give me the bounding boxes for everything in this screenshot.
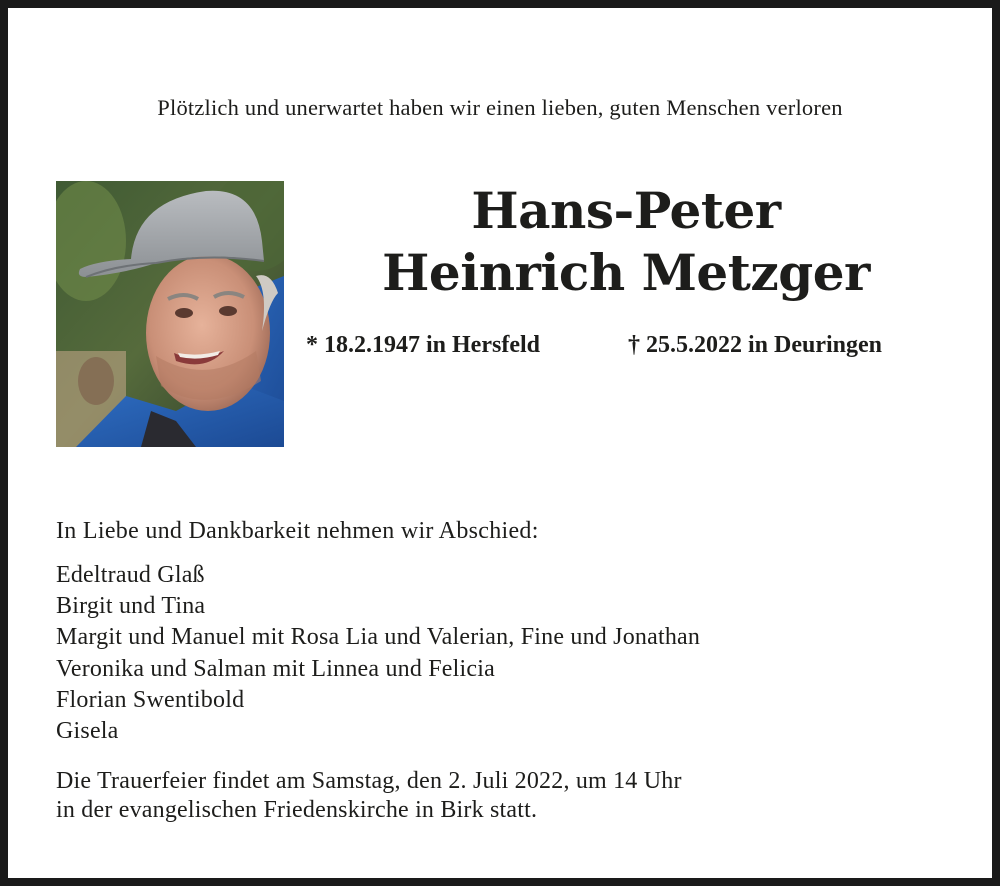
deceased-name xyxy=(288,180,964,304)
ceremony-line-1: Die Trauerfeier findet am Samstag, den 2. Juli 2022, um 14 Uhr xyxy=(56,768,682,794)
name-line-1: Hans-Peter xyxy=(471,181,781,240)
birth-date: * 18.2.1947 in Hersfeld xyxy=(306,332,540,358)
mourners-list xyxy=(56,560,700,747)
intro-text: Plötzlich und unerwartet haben wir einen lieben, guten Menschen verloren xyxy=(157,95,843,120)
portrait-photo xyxy=(56,181,284,447)
list-item: Edeltraud Glaß xyxy=(56,562,205,588)
list-item: Gisela xyxy=(56,718,119,745)
list-item: Birgit und Tina xyxy=(56,593,206,620)
death-date: † 25.5.2022 in Deuringen xyxy=(628,332,883,358)
ceremony-line-2: in der evangelischen Friedenskirche in Birk statt. xyxy=(56,797,538,823)
name-line-2: Heinrich Metzger xyxy=(382,243,870,302)
ceremony-info xyxy=(56,767,682,825)
farewell-text: In Liebe und Dankbarkeit nehmen wir Abschied: xyxy=(56,518,539,544)
list-item: Margit und Manuel mit Rosa Lia und Valerian, Fine und Jonathan xyxy=(56,624,701,651)
obituary-notice xyxy=(8,8,992,878)
list-item: Veronika und Salman mit Linnea und Felicia xyxy=(56,655,495,682)
list-item: Florian Swentibold xyxy=(56,686,245,713)
